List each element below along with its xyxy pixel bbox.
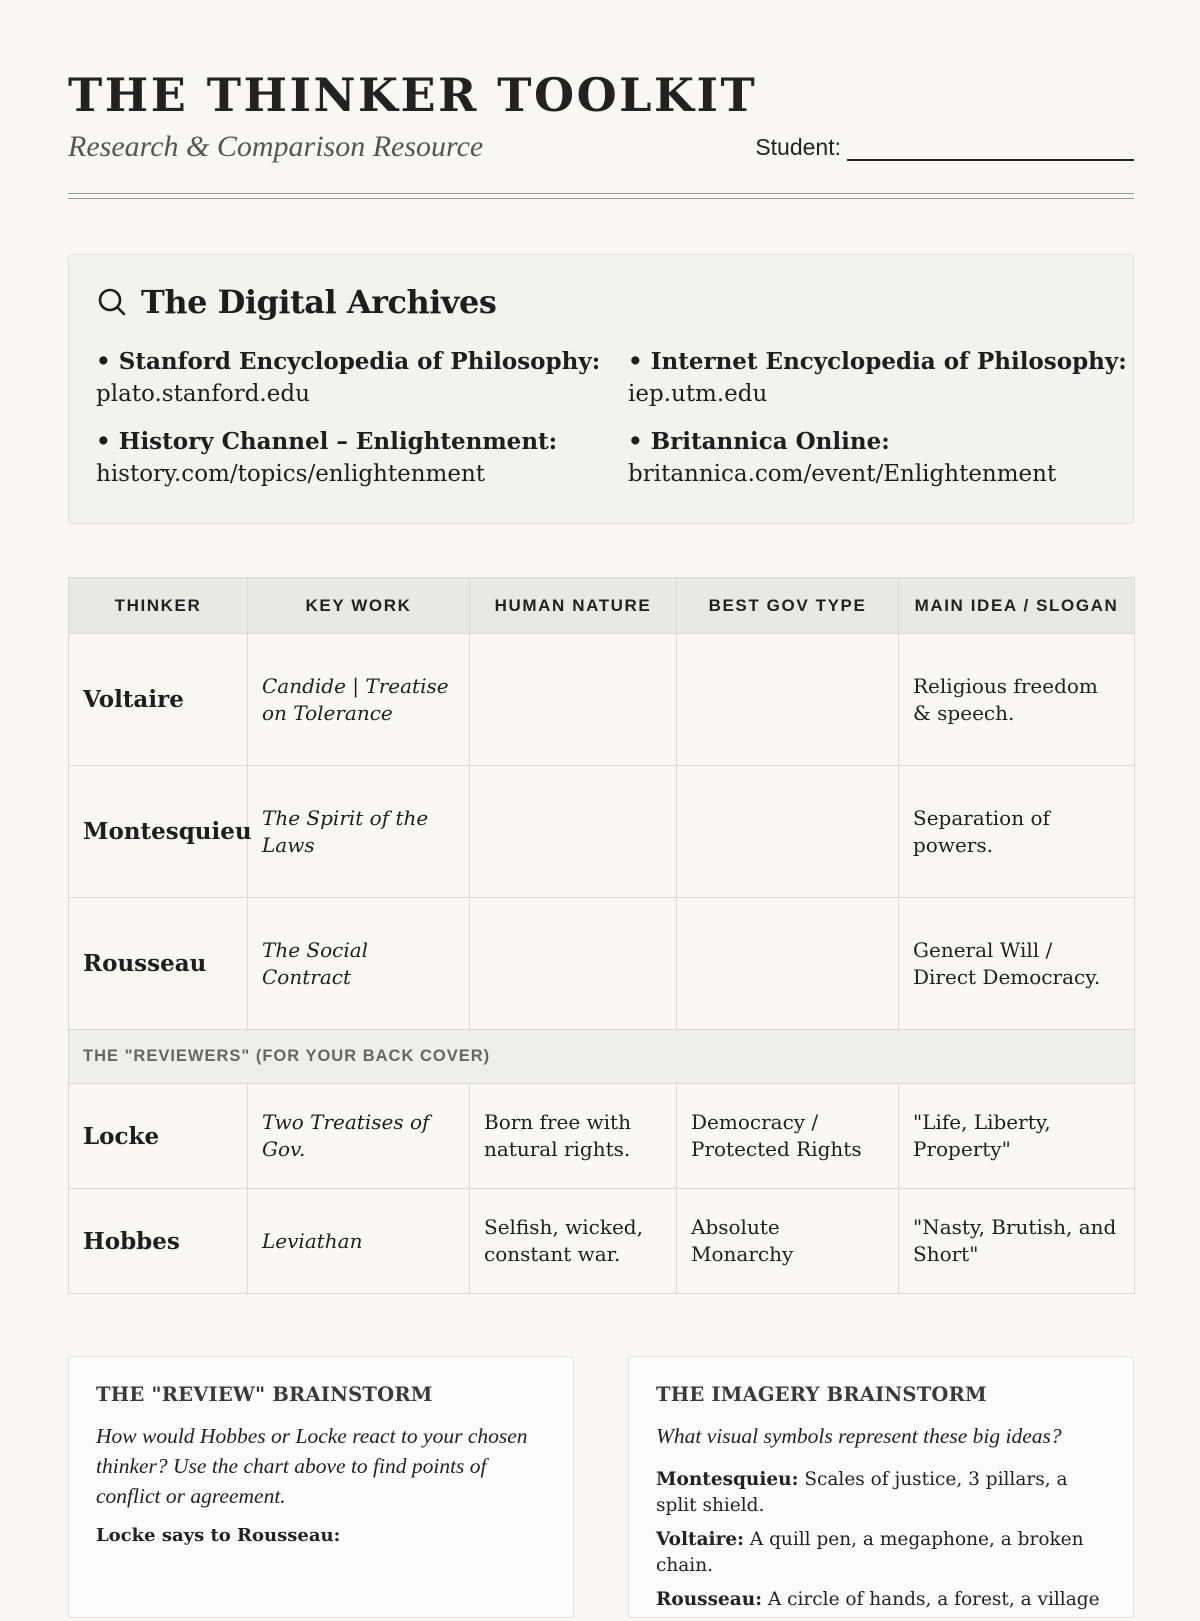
table-row-rousseau	[69, 898, 1135, 1030]
human-nature-cell[interactable]	[470, 766, 677, 898]
symbol-text: Scales of justice, 3 pillars, a split shield.	[656, 1469, 1068, 1516]
column-header-main-idea: MAIN IDEA / SLOGAN	[899, 578, 1135, 634]
review-brainstorm-prompt: How would Hobbes or Locke react to your chosen thinker? Use the chart above to find points of conflict or agreement.	[96, 1424, 528, 1508]
table-row-hobbes	[69, 1189, 1135, 1294]
resource-url[interactable]: britannica.com/event/Enlightenment	[628, 461, 1057, 487]
reviewers-section-label: THE "REVIEWERS" (FOR YOUR BACK COVER)	[69, 1030, 1135, 1084]
list-item	[656, 1527, 1106, 1579]
resource-name: • Internet Encyclopedia of Philosophy:	[628, 348, 1127, 375]
column-header-gov-type: BEST GOV TYPE	[677, 578, 899, 634]
thinker-cell: Hobbes	[69, 1189, 248, 1294]
locke-to-rousseau-label: Locke says to Rousseau:	[96, 1525, 341, 1546]
resource-name: • Stanford Encyclopedia of Philosophy:	[96, 348, 601, 375]
human-nature-cell[interactable]	[470, 634, 677, 766]
search-icon	[97, 287, 127, 317]
gov-type-cell[interactable]	[677, 766, 899, 898]
gov-type-cell: Absolute Monarchy	[677, 1189, 899, 1294]
symbol-text: A circle of hands, a forest, a village	[767, 1589, 1100, 1610]
symbol-thinker: Rousseau:	[656, 1589, 763, 1610]
list-item	[656, 1587, 1106, 1613]
reviewers-section-row	[69, 1030, 1135, 1084]
gov-type-cell[interactable]	[677, 898, 899, 1030]
main-idea-cell: "Life, Liberty, Property"	[899, 1084, 1135, 1189]
imagery-brainstorm-title: THE IMAGERY BRAINSTORM	[656, 1383, 987, 1406]
student-name-line[interactable]	[847, 137, 1134, 161]
table-row-locke	[69, 1084, 1135, 1189]
archives-heading	[97, 283, 496, 321]
main-idea-cell: Religious freedom & speech.	[899, 634, 1135, 766]
key-work-cell: The Spirit of the Laws	[248, 766, 470, 898]
imagery-brainstorm-prompt: What visual symbols represent these big ideas?	[656, 1424, 1062, 1448]
archives-title: The Digital Archives	[141, 283, 497, 321]
column-header-human-nature: HUMAN NATURE	[470, 578, 677, 634]
main-idea-cell: General Will / Direct Democracy.	[899, 898, 1135, 1030]
resource-url[interactable]: history.com/topics/enlightenment	[96, 461, 486, 487]
resource-url[interactable]: iep.utm.edu	[628, 381, 768, 407]
table-row-voltaire	[69, 634, 1135, 766]
symbol-thinker: Montesquieu:	[656, 1469, 799, 1490]
table-row-montesquieu	[69, 766, 1135, 898]
header-divider-top	[68, 193, 1134, 194]
thinker-cell: Rousseau	[69, 898, 248, 1030]
table-header-row	[69, 578, 1135, 634]
thinker-cell: Montesquieu	[69, 766, 248, 898]
page-title: THE THINKER TOOLKIT	[68, 68, 758, 122]
resource-url[interactable]: plato.stanford.edu	[96, 381, 310, 407]
key-work-cell: The Social Contract	[248, 898, 470, 1030]
human-nature-cell[interactable]	[470, 898, 677, 1030]
thinker-comparison-table	[68, 577, 1135, 1294]
symbol-thinker: Voltaire:	[656, 1529, 744, 1550]
imagery-brainstorm-box	[628, 1356, 1134, 1618]
gov-type-cell[interactable]	[677, 634, 899, 766]
header-divider-bottom	[68, 198, 1134, 199]
student-label: Student:	[755, 134, 841, 160]
thinker-cell: Locke	[69, 1084, 248, 1189]
review-brainstorm-box	[68, 1356, 574, 1618]
thinker-cell: Voltaire	[69, 634, 248, 766]
column-header-key-work: KEY WORK	[248, 578, 470, 634]
human-nature-cell: Born free with natural rights.	[470, 1084, 677, 1189]
resource-stanford	[96, 345, 601, 411]
resource-britannica	[628, 425, 1108, 491]
human-nature-cell: Selfish, wicked, constant war.	[470, 1189, 677, 1294]
column-header-thinker: THINKER	[69, 578, 248, 634]
imagery-symbol-list	[656, 1467, 1106, 1621]
symbol-text: A quill pen, a megaphone, a broken chain.	[656, 1529, 1084, 1576]
key-work-cell: Candide | Treatise on Tolerance	[248, 634, 470, 766]
resource-iep	[628, 345, 1127, 411]
gov-type-cell: Democracy / Protected Rights	[677, 1084, 899, 1189]
resource-history-channel	[96, 425, 576, 491]
key-work-cell: Two Treatises of Gov.	[248, 1084, 470, 1189]
digital-archives-box	[68, 254, 1134, 524]
key-work-cell: Leviathan	[248, 1189, 470, 1294]
main-idea-cell: Separation of powers.	[899, 766, 1135, 898]
resource-name: • History Channel – Enlightenment:	[96, 428, 558, 455]
list-item	[656, 1467, 1106, 1519]
page-subtitle: Research & Comparison Resource	[68, 130, 484, 163]
review-brainstorm-title: THE "REVIEW" BRAINSTORM	[96, 1383, 433, 1406]
resource-name: • Britannica Online:	[628, 428, 890, 455]
main-idea-cell: "Nasty, Brutish, and Short"	[899, 1189, 1135, 1294]
student-name-field[interactable]	[755, 134, 1134, 161]
